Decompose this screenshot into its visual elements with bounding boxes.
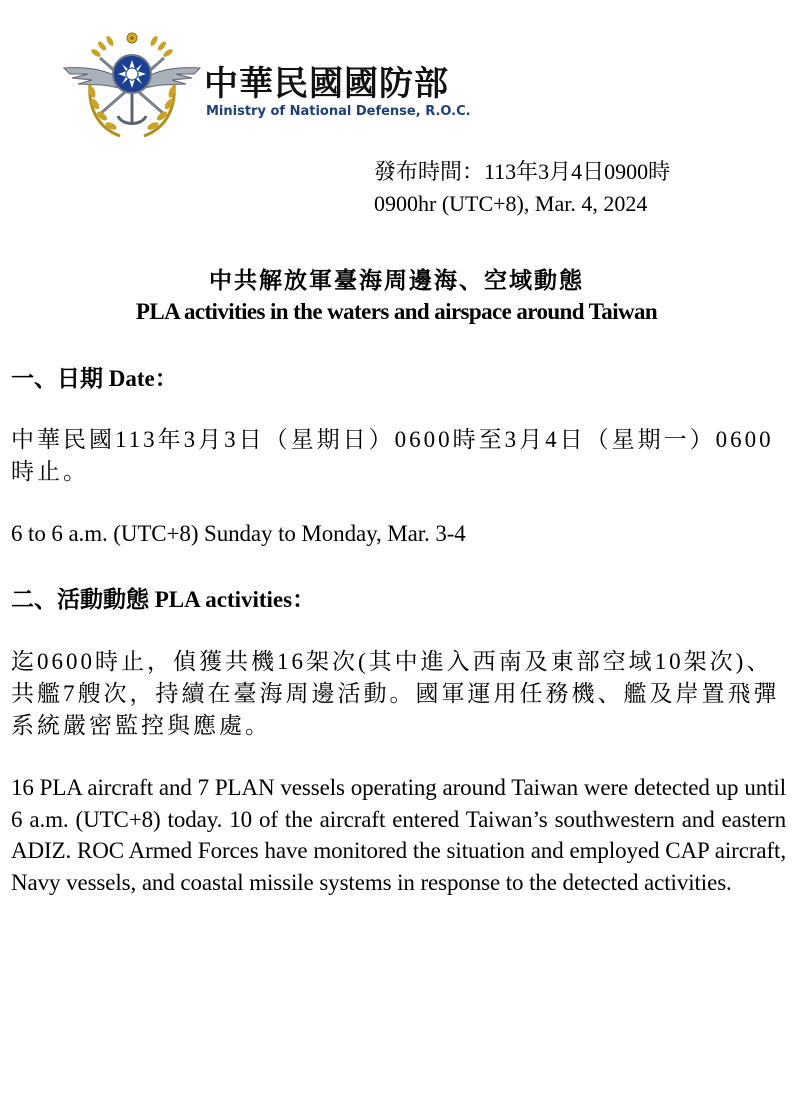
date-text-zh: 中華民國113年3月3日（星期日）0600時至3月4日（星期一）0600時止。 [11, 427, 774, 484]
activities-text-en: 16 PLA aircraft and 7 PLAN vessels operating around Taiwan were detected up until 6 a.m. (UTC+8) today. 10 of the aircraft entered Taiwan’s southwestern and eastern ADIZ. ROC Armed Forces have monitored the situation and employed CAP aircraft, Navy vessels, and coastal missile systems in response to the detected activities. [11, 775, 786, 895]
date-section-heading: 一、日期 Date： [11, 366, 178, 391]
document-title [0, 265, 793, 327]
release-time-block [374, 156, 670, 220]
date-text-en: 6 to 6 a.m. (UTC+8) Sunday to Monday, Mar. 3-4 [11, 521, 466, 546]
organization-name-en: Ministry of National Defense, R.O.C. [206, 104, 471, 119]
letterhead [58, 28, 518, 143]
title-en: PLA activities in the waters and airspace around Taiwan [135, 299, 658, 324]
activities-section-heading: 二、活動動態 PLA activities： [11, 587, 316, 612]
release-time-zh: 發布時間：113年3月4日0900時 [374, 159, 671, 184]
release-time-en: 0900hr (UTC+8), Mar. 4, 2024 [374, 191, 648, 216]
organization-name-zh: 中華民國國防部 [204, 64, 449, 104]
title-zh: 中共解放軍臺海周邊海、空域動態 [209, 268, 584, 293]
ministry-emblem-icon [58, 28, 206, 140]
activities-text-zh: 迄0600時止，偵獲共機16架次(其中進入西南及東部空域10架次)、共艦7艘次，持續在臺海周邊活動。國軍運用任務機、艦及岸置飛彈系統嚴密監控與應處。 [11, 649, 780, 738]
